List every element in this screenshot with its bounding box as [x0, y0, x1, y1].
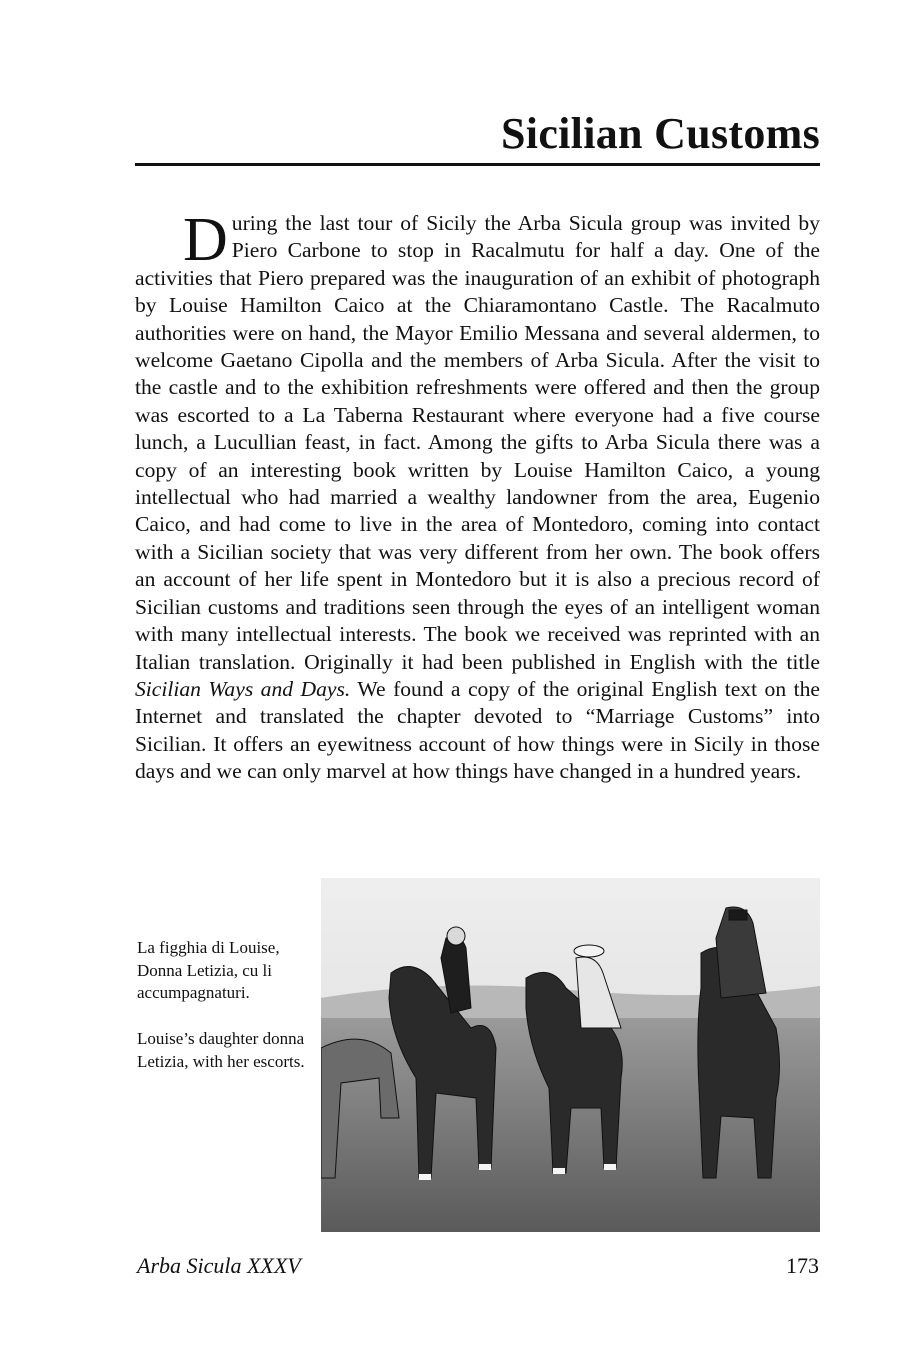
caption-sicilian: La figghia di Louise, Donna Letizia, cu li accumpagnaturi.	[137, 938, 280, 1002]
historic-photo	[321, 878, 820, 1232]
page-title: Sicilian Customs	[501, 109, 820, 158]
title-rule	[135, 163, 820, 166]
page-number: 173	[786, 1253, 819, 1278]
journal-name: Arba Sicula XXXV	[137, 1253, 301, 1278]
article-paragraph	[135, 206, 820, 786]
paragraph-text-2: We found a copy of the original English text on the Internet and translated the chapter devoted to “Marriage Customs” into Sicilian. It offers an eyewitness account of how things were in Sicily in those days and we can only marvel at how things have changed in a hundred years.	[135, 676, 820, 784]
photo-illustration	[321, 878, 820, 1232]
drop-cap: D	[183, 206, 228, 274]
book-title: Sicilian Ways and Days.	[135, 676, 351, 701]
paragraph-text-1: uring the last tour of Sicily the Arba Sicula group was invited by Piero Carbone to stop in Racalmutu for half a day. One of the activities that Piero prepared was the inauguration of an exhibit of photograph by Louise Hamilton Caico at the Chiaramontano Castle. The Racalmuto authorities were on hand, the Mayor Emilio Messana and several aldermen, to welcome Gaetano Cipolla and the members of Arba Sicula. After the visit to the castle and to the exhibition refreshments were offered and then the group was escorted to a La Taberna Restaurant where everyone had a five course lunch, a Lucullian feast, in fact. Among the gifts to Arba Sicula there was a copy of an interesting book written by Louise Hamilton Caico, a young intellectual who had married a wealthy landowner from the area, Eugenio Caico, and had come to live in the area of Montedoro, coming into contact with a Sicilian society that was very different from her own. The book offers an account of her life spent in Montedoro but it is also a precious record of Sicilian customs and traditions seen through the eyes of an intelligent woman with many intellectual interests. The book we received was reprinted with an Italian translation. Originally it had been published in English with the title	[135, 211, 820, 674]
article-body	[135, 206, 820, 786]
caption-english: Louise’s daughter donna Letizia, with her escorts.	[137, 1029, 305, 1071]
